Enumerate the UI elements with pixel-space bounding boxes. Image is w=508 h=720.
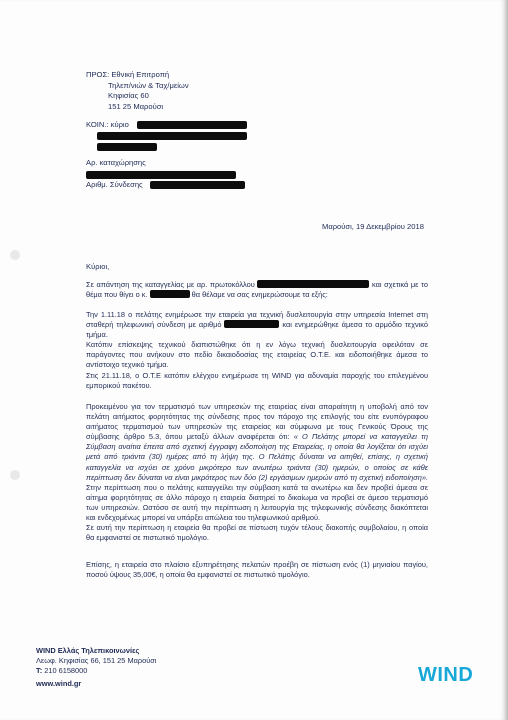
paragraph-2 (86, 402, 428, 543)
intro-text: Σε απάντηση της καταγγελίας με αρ. πρωτοκόλλου (86, 280, 255, 289)
redaction-bar (257, 280, 369, 288)
koin-label: ΚΟΙΝ.: κύριο (86, 120, 129, 129)
intro-text: με το θέμα που θίγει ο κ. (86, 280, 428, 300)
footer-company: WIND Ελλάς Τηλεπικοινωνίες (36, 646, 140, 655)
footer-address: Λεωφ. Κηφισίας 66, 151 25 Μαρούσι (36, 656, 157, 665)
connection-label: Αριθμ. Σύνδεσης (86, 180, 143, 189)
footer-block (36, 646, 156, 689)
intro-paragraph (86, 280, 428, 300)
paragraph-3: Επίσης, η εταιρεία στο πλαίσιο εξυπηρέτησης πελατών προέβη σε πίστωση ενός (1) μηνιαίου παγίου, ποσού ύψους 35,00€, η οποία θα εμφανιστεί σε πιστωτικό τιμολόγιο. (86, 560, 428, 580)
redaction-bar (150, 290, 190, 298)
redaction-bar (86, 171, 236, 179)
recipient-line3: Κηφισίας 60 (108, 91, 149, 101)
quoted-terms: « Ο Πελάτης μπορεί να καταγγείλει τη Σύμβαση αναίτια έπειτα από σχετική έγγραφη ειδοποίηση της Εταιρείας, η οποία θα λογίζεται ότι ισχύει μετά από τριάντα (30) ημέρες από τη λήψη της. Ο Πελάτης δύναται να αιτηθεί, επίσης, η σχετική καταγγελία να ισχύει σε χρόνο μικρότερο των ανωτέρω τριάντα (30) ημερών, ο οποίος σε κάθε περίπτωση δεν δύναται να είναι μικρότερος των δύο (2) εργάσιμων ημερών από τη σχετική ειδοποίηση». (86, 432, 428, 482)
recipient-line4: 151 25 Μαρούσι (108, 101, 164, 111)
footer-phone-line (36, 666, 156, 676)
paragraph-text: Στην περίπτωση που ο πελάτης καταγγείλει την σύμβαση κατά τα ανωτέρω και δεν προβεί άμεσα σε αίτημα φορητότητας σε άλλο πάροχο η εταιρεία διατηρεί το δικαίωμα να προβεί σε άμεσο τερματισμό των υπηρεσιών. Ωστόσο σε αυτή την περίπτωση η λειτουργία της τηλεφωνικής σύνδεσης διακόπτεται και ενδεχομένως μπορεί να υπάρξει απώλεια του τηλεφωνικού αριθμού. (86, 482, 428, 523)
redaction-bar (97, 132, 247, 140)
paragraph-text: Σε αυτή την περίπτωση η εταιρεία θα προβεί σε πίστωση τυχόν τέλους διακοπής συμβολαίου, η οποία θα εμφανιστεί σε πιστωτικό τιμολόγιο. (86, 523, 428, 543)
intro-text: θα θέλαμε να σας ενημερώσουμε τα εξής: (191, 290, 328, 300)
redaction-bar (224, 320, 279, 328)
paragraph-text: Στις 21.11.18, ο Ο.Τ.Ε κατόπιν ελέγχου ενημέρωσε τη WIND για αδυναμία παροχής του επιλεγμένου εμπορικού πακέτου. (86, 370, 428, 390)
date-line: Μαρούσι, 19 Δεκεμβρίου 2018 (322, 222, 424, 231)
wind-logo: WIND (418, 664, 474, 686)
recipient-to: ΠΡΟΣ: Εθνική Επιτροπή (86, 70, 170, 79)
paragraph-text: και ενημερώθηκε άμεσα το αρμόδιο τεχνικό τμήμα. (86, 320, 428, 340)
recipient-block (86, 70, 189, 112)
footer-website[interactable]: www.wind.gr (36, 679, 82, 688)
footer-phone-label: T: (36, 666, 43, 675)
registration-label: Αρ. καταχώρησης (86, 158, 146, 167)
punch-hole (10, 250, 20, 260)
redaction-bar (150, 181, 245, 189)
recipient-line2: Τηλεπ/νιών & Ταχ/μείων (108, 80, 189, 90)
salutation: Κύριοι, (86, 262, 110, 271)
redaction-bar (97, 143, 157, 151)
paragraph-text: Κατόπιν επίσκεψης τεχνικού διαπιστώθηκε ότι η εν λόγω τεχνική δυσλειτουργία οφειλόταν σε παράγοντες που ανήκουν στο πεδίο δικαιοδοσίας της εταιρείας Ο.Τ.Ε. και ειδοποιήθηκε άμεσα το αντίστοιχο τεχνικό τμήμα. (86, 340, 428, 370)
redaction-bar (137, 121, 247, 129)
paragraph-text: Προκειμένου για τον τερματισμό των υπηρεσιών της εταιρείας είναι απαραίτητη η υποβολή από τον πελάτη αιτήματος φορητότητας της σύνδεσης προς τον πάροχο της επιλογής του είτε ενυπόγραφου αιτήματος τερματισμού των υπηρεσιών της εταιρείας και σύμφωνα με τους Γενικούς Όρους της σύμβασης άρθρο 5.3, όπου μεταξύ άλλων αναφέρεται ότι: (86, 402, 428, 442)
intro-text: και σχετικά (372, 280, 409, 289)
paragraph-1 (86, 310, 428, 391)
footer-phone: 210 6158000 (44, 666, 88, 675)
punch-hole (10, 470, 20, 480)
paragraph-text: Την 1.11.18 ο πελάτης ενημέρωσε την εταιρεία για τεχνική δυσλειτουργία στην υπηρεσία Internet στη σταθερή τηλεφωνική σύνδεση με αριθμό (86, 310, 428, 330)
